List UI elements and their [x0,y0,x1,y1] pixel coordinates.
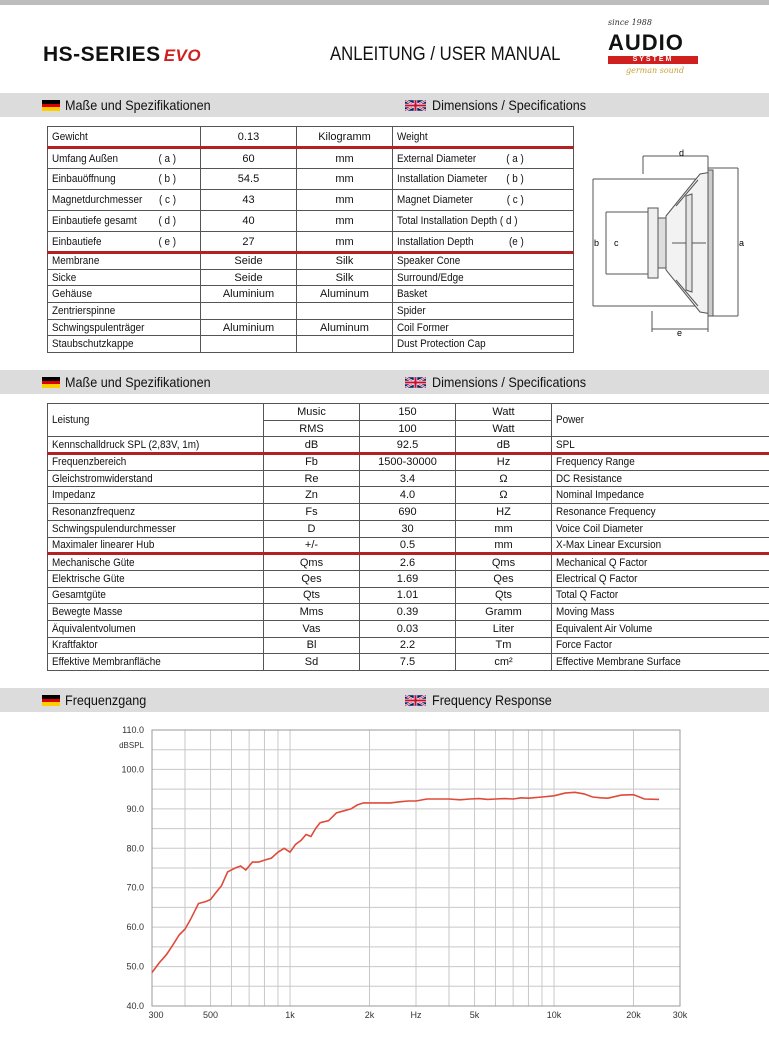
cell-unit: mm [297,169,393,190]
y-tick-label: 90.0 [126,803,144,814]
cell-label-en: Spider [393,303,574,320]
cell-value-de [201,336,297,353]
table-row [48,336,574,353]
dim-label-e: e [677,328,683,338]
cell-label-de: Kraftfaktor [48,637,264,654]
table-row [48,487,769,504]
uk-flag-icon [405,377,426,388]
cell-unit: Qts [456,587,552,604]
x-tick-label: 5k [469,1010,480,1020]
table-row [48,570,769,587]
cell-label-en: DC Resistance [552,470,769,487]
uk-flag-icon [405,100,426,111]
cell-symbol: Bl [264,637,360,654]
y-tick-label: 50.0 [126,961,144,972]
cell-unit: Tm [456,637,552,654]
cell-unit: mm [297,232,393,253]
table-row [48,454,769,471]
table-row [48,470,769,487]
dim-label-a: a [739,238,745,248]
cell-label-de: Kennschalldruck SPL (2,83V, 1m) [48,437,264,454]
cell-value-en [297,336,393,353]
table-row [48,169,574,190]
cell-unit: cm² [456,654,552,671]
cell-symbol: D [264,520,360,537]
cell-label-de: Gleichstromwiderstand [48,470,264,487]
cell-label-en: Weight [393,127,574,148]
specifications-table [47,403,769,671]
table-row [48,286,574,303]
cell-label-en: Equivalent Air Volume [552,620,769,637]
cell-value-de: Aluminium [201,319,297,336]
label-text: External Diameter [397,152,477,165]
label-text: Einbautiefe gesamt [52,215,137,227]
section-title-en: Dimensions / Specifications [432,374,587,390]
cell-value: 1.69 [360,570,456,587]
cell-value: 92.5 [360,437,456,454]
x-tick-label: 500 [203,1010,219,1020]
cell-unit: Watt [456,404,552,421]
label-text: Einbauöffnung [52,173,116,185]
x-tick-label: 30k [672,1010,688,1020]
cell-label-en [393,148,574,169]
cell-value: 27 [201,232,297,253]
cell-symbol: dB [264,437,360,454]
label-key: ( a ) [158,152,177,165]
cell-symbol: Re [264,470,360,487]
table-row [48,404,769,421]
cell-label-de: Gesamtgüte [48,587,264,604]
cell-symbol: Vas [264,620,360,637]
cell-label-de: Gehäuse [48,286,201,303]
label-key: ( e ) [158,235,177,248]
cell-unit: mm [297,190,393,211]
cell-label-de [48,190,201,211]
dim-label-b: b [594,238,600,248]
uk-flag-icon [405,695,426,706]
table-row [48,190,574,211]
label-key: ( b ) [506,173,524,185]
cell-unit: Liter [456,620,552,637]
cell-label-en: Voice Coil Diameter [552,520,769,537]
cell-label-de [48,232,201,253]
x-tick-label: Hz [410,1010,422,1020]
cell-label-de: Frequenzbereich [48,454,264,471]
cell-unit: mm [456,537,552,554]
cell-label-de: Leistung [48,404,264,437]
german-flag-icon [42,695,60,706]
cell-symbol: Zn [264,487,360,504]
cell-unit: Gramm [456,604,552,621]
cell-label-en: Mechanical Q Factor [552,554,769,571]
cell-unit: Ω [456,470,552,487]
table-row [48,620,769,637]
cell-unit: Qms [456,554,552,571]
cell-value: 0.39 [360,604,456,621]
cell-value-de: Aluminium [201,286,297,303]
y-tick-label: 80.0 [126,843,144,854]
cell-label-de: Maximaler linearer Hub [48,537,264,554]
section-title-de: Maße und Spezifikationen [65,374,211,390]
table-row [48,504,769,521]
y-axis-label: dBSPL [119,741,144,750]
cell-value: 1.01 [360,587,456,604]
cell-unit: dB [456,437,552,454]
cell-unit: Kilogramm [297,127,393,148]
cell-label-en: Frequency Range [552,454,769,471]
cell-label-en: Resonance Frequency [552,504,769,521]
cell-value: 1500-30000 [360,454,456,471]
cell-value: 60 [201,148,297,169]
cell-value: 150 [360,404,456,421]
label-key: (e ) [508,235,524,248]
cell-label-de: Sicke [48,269,201,286]
cell-unit: Ω [456,487,552,504]
cell-symbol: Fs [264,504,360,521]
table-row [48,554,769,571]
cell-label-de: Bewegte Masse [48,604,264,621]
cell-symbol: Fb [264,454,360,471]
cell-label-en [393,169,574,190]
table-row [48,520,769,537]
cell-value: 3.4 [360,470,456,487]
cell-label-en: Basket [393,286,574,303]
cell-symbol: Qes [264,570,360,587]
cell-label-de: Elektrische Güte [48,570,264,587]
cell-unit: Hz [456,454,552,471]
table-row [48,303,574,320]
cell-label-en: X-Max Linear Excursion [552,537,769,554]
label-text: Installation Diameter [397,173,488,185]
cell-value: 100 [360,420,456,437]
manual-title: ANLEITUNG / USER MANUAL [330,44,561,65]
cell-label-en: Effective Membrane Surface [552,654,769,671]
cell-label-en: Nominal Impedance [552,487,769,504]
cell-label-de: Mechanische Güte [48,554,264,571]
section-specifications [0,370,769,394]
table-row [48,604,769,621]
x-tick-label: 10k [546,1010,562,1020]
cell-label-en [393,211,574,232]
dim-label-d: d [679,148,685,158]
cell-label-en: SPL [552,437,769,454]
cell-label-en [393,232,574,253]
cell-value: 0.5 [360,537,456,554]
german-flag-icon [42,377,60,388]
cell-value: 7.5 [360,654,456,671]
cell-symbol: Qts [264,587,360,604]
cell-label-de [48,148,201,169]
label-key: ( a ) [506,152,524,165]
cell-label-en: Moving Mass [552,604,769,621]
cell-value-de [201,303,297,320]
label-text: Einbautiefe [52,235,102,248]
frequency-response-chart [90,722,690,1022]
logo-since: since 1988 [608,18,652,27]
label-key: ( b ) [158,173,177,185]
cell-label-en: Surround/Edge [393,269,574,286]
section-title-en: Dimensions / Specifications [432,97,587,113]
dim-label-c: c [614,238,619,248]
cell-label-de: Staubschutzkappe [48,336,201,353]
cell-symbol: RMS [264,420,360,437]
label-text: Total Installation Depth ( d ) [397,215,518,227]
table-row [48,148,574,169]
cell-label-en: Speaker Cone [393,253,574,270]
table-row [48,253,574,270]
cell-value-en: Aluminum [297,286,393,303]
x-tick-label: 20k [626,1010,641,1020]
label-key: ( c ) [158,194,177,206]
cell-value-de: Seide [201,269,297,286]
cell-value: 2.6 [360,554,456,571]
cell-label-de [48,169,201,190]
cell-value: 0.03 [360,620,456,637]
cell-label-en [393,190,574,211]
cell-value-en: Silk [297,269,393,286]
top-bar [0,0,769,5]
cell-unit: mm [297,148,393,169]
label-text: Magnetdurchmesser [52,194,143,206]
y-tick-label: 70.0 [126,882,144,893]
series-logo [43,43,201,67]
cell-value: 2.2 [360,637,456,654]
cell-label-de: Impedanz [48,487,264,504]
x-tick-label: 300 [148,1010,164,1020]
cell-label-de [48,211,201,232]
table-row [48,269,574,286]
label-text: Installation Depth [397,235,474,248]
cell-unit: HZ [456,504,552,521]
cell-value: 40 [201,211,297,232]
y-tick-label: 110.0 [122,725,144,735]
logo-system: SYSTEM [608,56,698,64]
cell-label-de: Effektive Membranfläche [48,654,264,671]
section-dimensions [0,93,769,117]
cell-value: 30 [360,520,456,537]
cell-unit: mm [456,520,552,537]
cell-label-en: Total Q Factor [552,587,769,604]
table-row [48,127,574,148]
table-row [48,437,769,454]
chart-svg [90,722,690,1022]
evo-label: EVO [163,46,202,65]
y-tick-label: 100.0 [121,764,144,775]
y-tick-label: 60.0 [126,922,144,933]
x-tick-label: 2k [364,1010,375,1020]
table-row [48,211,574,232]
table-row [48,654,769,671]
cell-label-de: Schwingspulendurchmesser [48,520,264,537]
cell-symbol: +/- [264,537,360,554]
cell-label-de: Resonanzfrequenz [48,504,264,521]
cell-label-en: Electrical Q Factor [552,570,769,587]
table-row [48,637,769,654]
cell-label-en: Power [552,404,769,437]
series-line [152,792,659,972]
cell-value: 690 [360,504,456,521]
cell-label-de: Schwingspulenträger [48,319,201,336]
cell-symbol: Mms [264,604,360,621]
cell-value: 43 [201,190,297,211]
cell-value-en: Aluminum [297,319,393,336]
series-name: HS-SERIES [43,43,161,66]
cell-label-de: Zentrierspinne [48,303,201,320]
label-key: ( c ) [506,194,524,206]
cell-label-de: Gewicht [48,127,201,148]
cell-unit: mm [297,211,393,232]
cell-unit: Watt [456,420,552,437]
section-title-de: Frequenzgang [65,692,147,708]
german-flag-icon [42,100,60,111]
logo-mark: AUDIO [608,30,684,55]
label-text: Umfang Außen [52,152,119,165]
section-frequency-response [0,688,769,712]
cell-symbol: Music [264,404,360,421]
section-title-en: Frequency Response [432,692,552,708]
cell-unit: Qes [456,570,552,587]
cell-value: 0.13 [201,127,297,148]
cell-value-en [297,303,393,320]
cell-label-de: Äquivalentvolumen [48,620,264,637]
table-row [48,319,574,336]
table-row [48,537,769,554]
label-text: Magnet Diameter [397,194,473,206]
audio-system-logo [600,18,710,76]
dimensions-table [47,126,574,353]
cell-label-en: Force Factor [552,637,769,654]
cell-value-en: Silk [297,253,393,270]
table-row [48,232,574,253]
cell-label-en: Coil Former [393,319,574,336]
label-key: ( d ) [158,215,177,227]
cell-value-de: Seide [201,253,297,270]
cell-symbol: Qms [264,554,360,571]
x-tick-label: 1k [285,1010,295,1020]
cell-label-en: Dust Protection Cap [393,336,574,353]
table-row [48,587,769,604]
cell-symbol: Sd [264,654,360,671]
y-tick-label: 40.0 [126,1001,144,1011]
speaker-dimension-diagram [588,146,758,342]
cell-value: 4.0 [360,487,456,504]
cell-value: 54.5 [201,169,297,190]
cell-label-de: Membrane [48,253,201,270]
logo-tagline: german sound [626,66,685,75]
section-title-de: Maße und Spezifikationen [65,97,211,113]
